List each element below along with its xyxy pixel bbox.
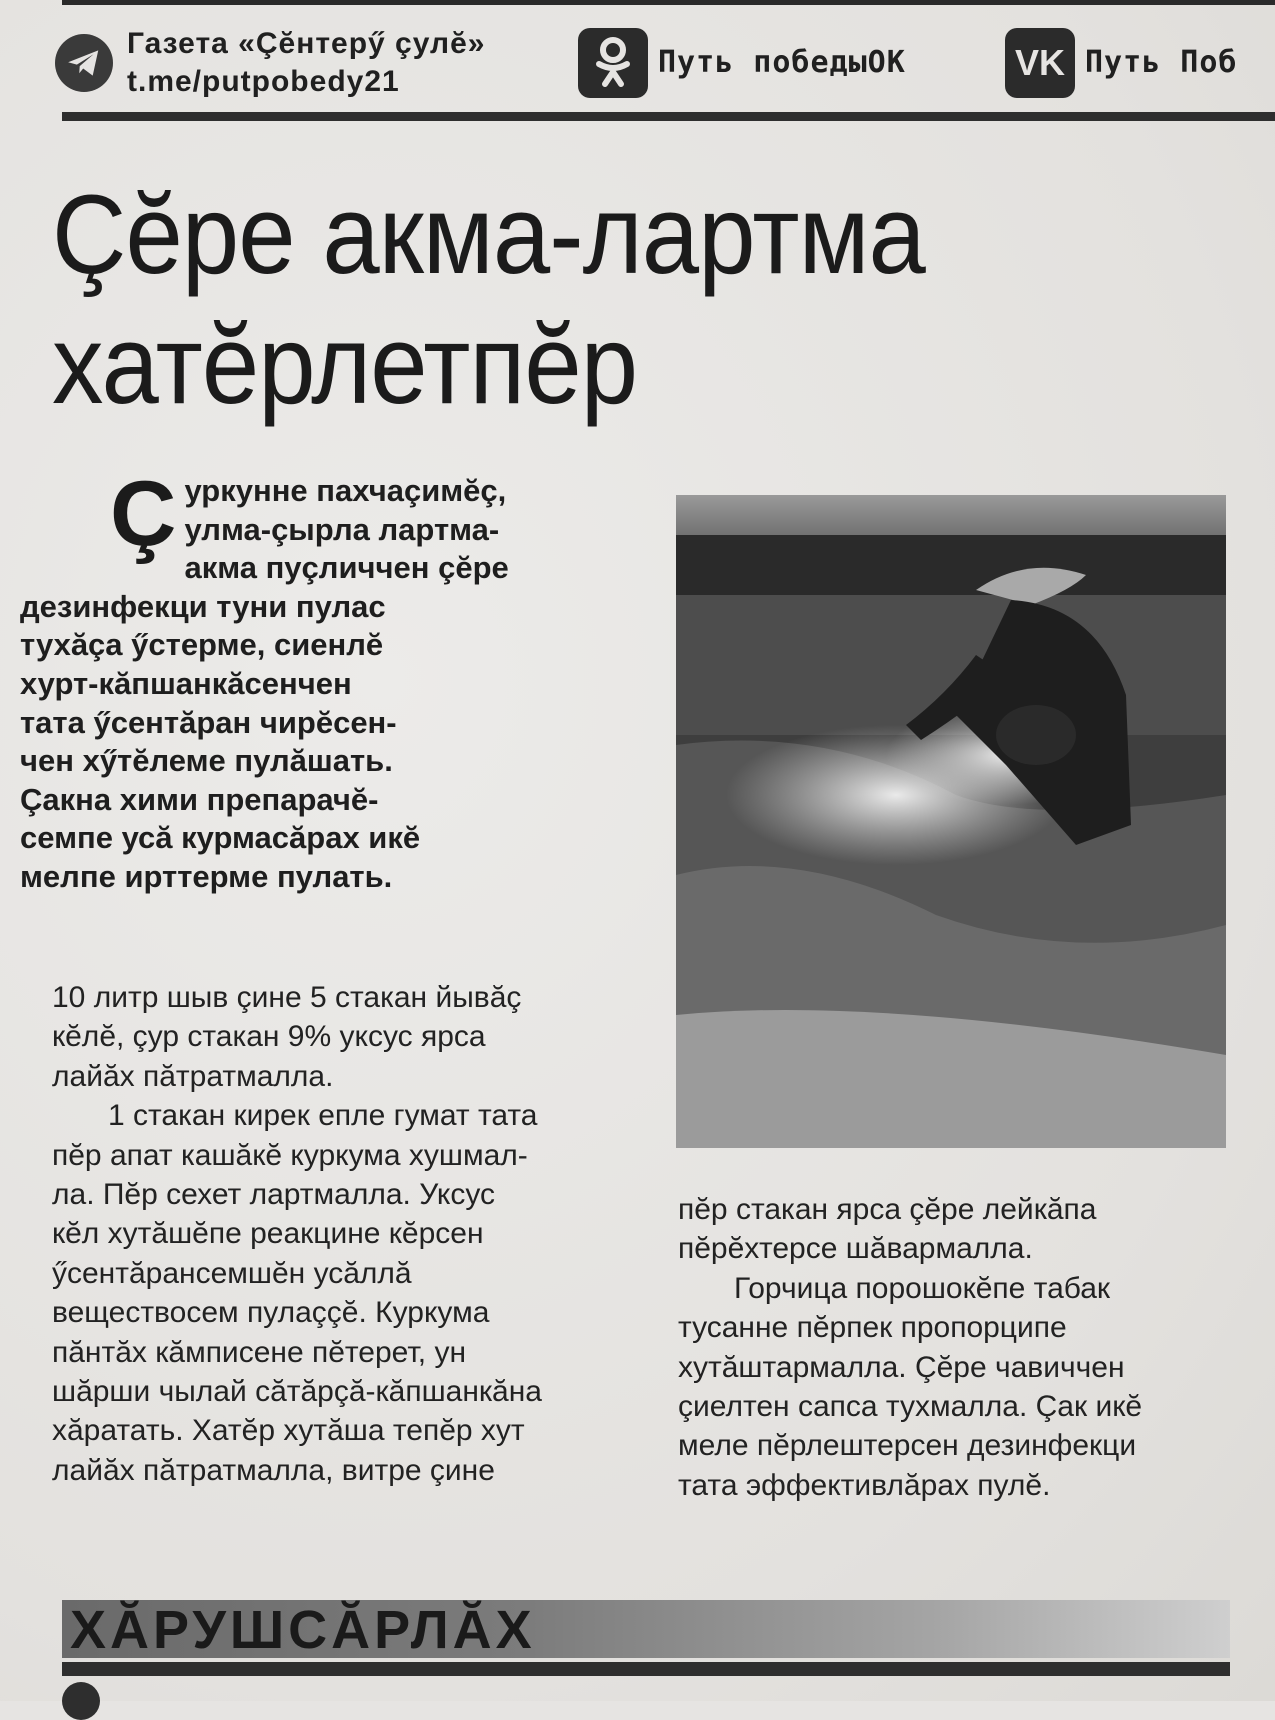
lead-line: дезинфекци туни пулас	[20, 588, 386, 624]
vk-icon: VK	[1005, 28, 1075, 98]
telegram-link[interactable]	[55, 18, 485, 108]
bullet-icon	[62, 1682, 100, 1720]
lead-line: Çакна хими препарачĕ-	[20, 781, 379, 817]
headline-line: хатĕрлетпĕр	[52, 302, 638, 427]
odnoklassniki-label: Путь победыОК	[658, 45, 906, 80]
telegram-icon	[55, 34, 113, 92]
article-lead	[20, 463, 620, 897]
odnoklassniki-icon	[578, 28, 648, 98]
section-title: ХĂРУШСĂРЛĂХ	[70, 1600, 536, 1660]
section-rule	[62, 1662, 1230, 1676]
lead-line: семпе усă курмасăрах икĕ	[20, 820, 421, 856]
telegram-name: Газета «Çĕнтерӳ çулĕ»	[127, 27, 486, 60]
lead-line: акма пуçличчен çĕре	[184, 550, 509, 586]
body-line: меле пĕрлештерсен дезинфекци	[678, 1429, 1137, 1463]
body-line: пĕр апат кашăкĕ куркума хушмал-	[52, 1138, 528, 1172]
lead-line: мелпе ирттерме пулать.	[20, 858, 393, 894]
lead-line: тухăçа ӳстерме, сиенлĕ	[20, 627, 384, 663]
body-line: хăратать. Хатĕр хутăша тепĕр хут	[52, 1414, 525, 1448]
body-line: тата эффективлăрах пулĕ.	[678, 1468, 1051, 1502]
lead-line: чен хӳтĕлеме пулăшать.	[20, 743, 393, 779]
body-line: пăнтăх кăмписене пĕтерет, ун	[52, 1335, 467, 1369]
body-line: тусанне пĕрпек пропорципе	[678, 1311, 1067, 1345]
telegram-url: t.me/putpobedy21	[127, 65, 400, 98]
body-line: лайăх пăтратмалла, витре çине	[52, 1453, 495, 1487]
body-line: лайăх пăтратмалла.	[52, 1059, 334, 1093]
lead-line: уркунне пахчаçимĕç,	[184, 473, 507, 508]
header-rule	[62, 112, 1275, 121]
top-rule	[62, 0, 1275, 5]
body-line: çиелтен сапса тухмалла. Çак икĕ	[678, 1390, 1143, 1424]
lead-line: хурт-кăпшанкăсенчен	[20, 665, 352, 701]
body-line: ла. Пĕр сехет лартмалла. Уксус	[52, 1178, 496, 1212]
vk-link[interactable]	[1005, 18, 1238, 108]
body-line: пĕр стакан ярса çĕре лейкăпа	[678, 1193, 1097, 1226]
body-line: 10 литр шыв çине 5 стакан йывăç	[52, 981, 522, 1014]
drop-cap: Ç	[110, 463, 177, 565]
article-body-right	[678, 1190, 1238, 1505]
lead-line: тата ӳсентăран чирĕсен-	[20, 704, 397, 740]
body-line: шăрши чылай сăтăрçă-кăпшанкăна	[52, 1375, 542, 1409]
vk-label: Путь Поб	[1085, 45, 1238, 80]
article-headline	[52, 170, 925, 430]
article-body-left	[52, 978, 642, 1490]
body-line: Горчица порошокĕпе табак	[734, 1271, 1111, 1305]
headline-line: Çĕре акма-лартма	[52, 172, 925, 297]
body-line: пĕрĕхтерсе шăвармалла.	[678, 1232, 1033, 1266]
body-line: веществосем пулаççĕ. Куркума	[52, 1296, 490, 1330]
article-photo	[676, 495, 1226, 1148]
body-line: 1 стакан кирек епле гумат тата	[108, 1099, 538, 1133]
body-line: хутăштармалла. Çĕре чавиччен	[678, 1350, 1125, 1384]
body-line: кĕл хутăшĕпе реакцине кĕрсен	[52, 1217, 484, 1251]
body-line: кĕлĕ, çур стакан 9% уксус ярса	[52, 1020, 486, 1054]
odnoklassniki-link[interactable]	[578, 18, 906, 108]
body-line: ӳсентăрансемшĕн усăллă	[52, 1256, 412, 1290]
lead-line: улма-çырла лартма-	[184, 511, 500, 547]
